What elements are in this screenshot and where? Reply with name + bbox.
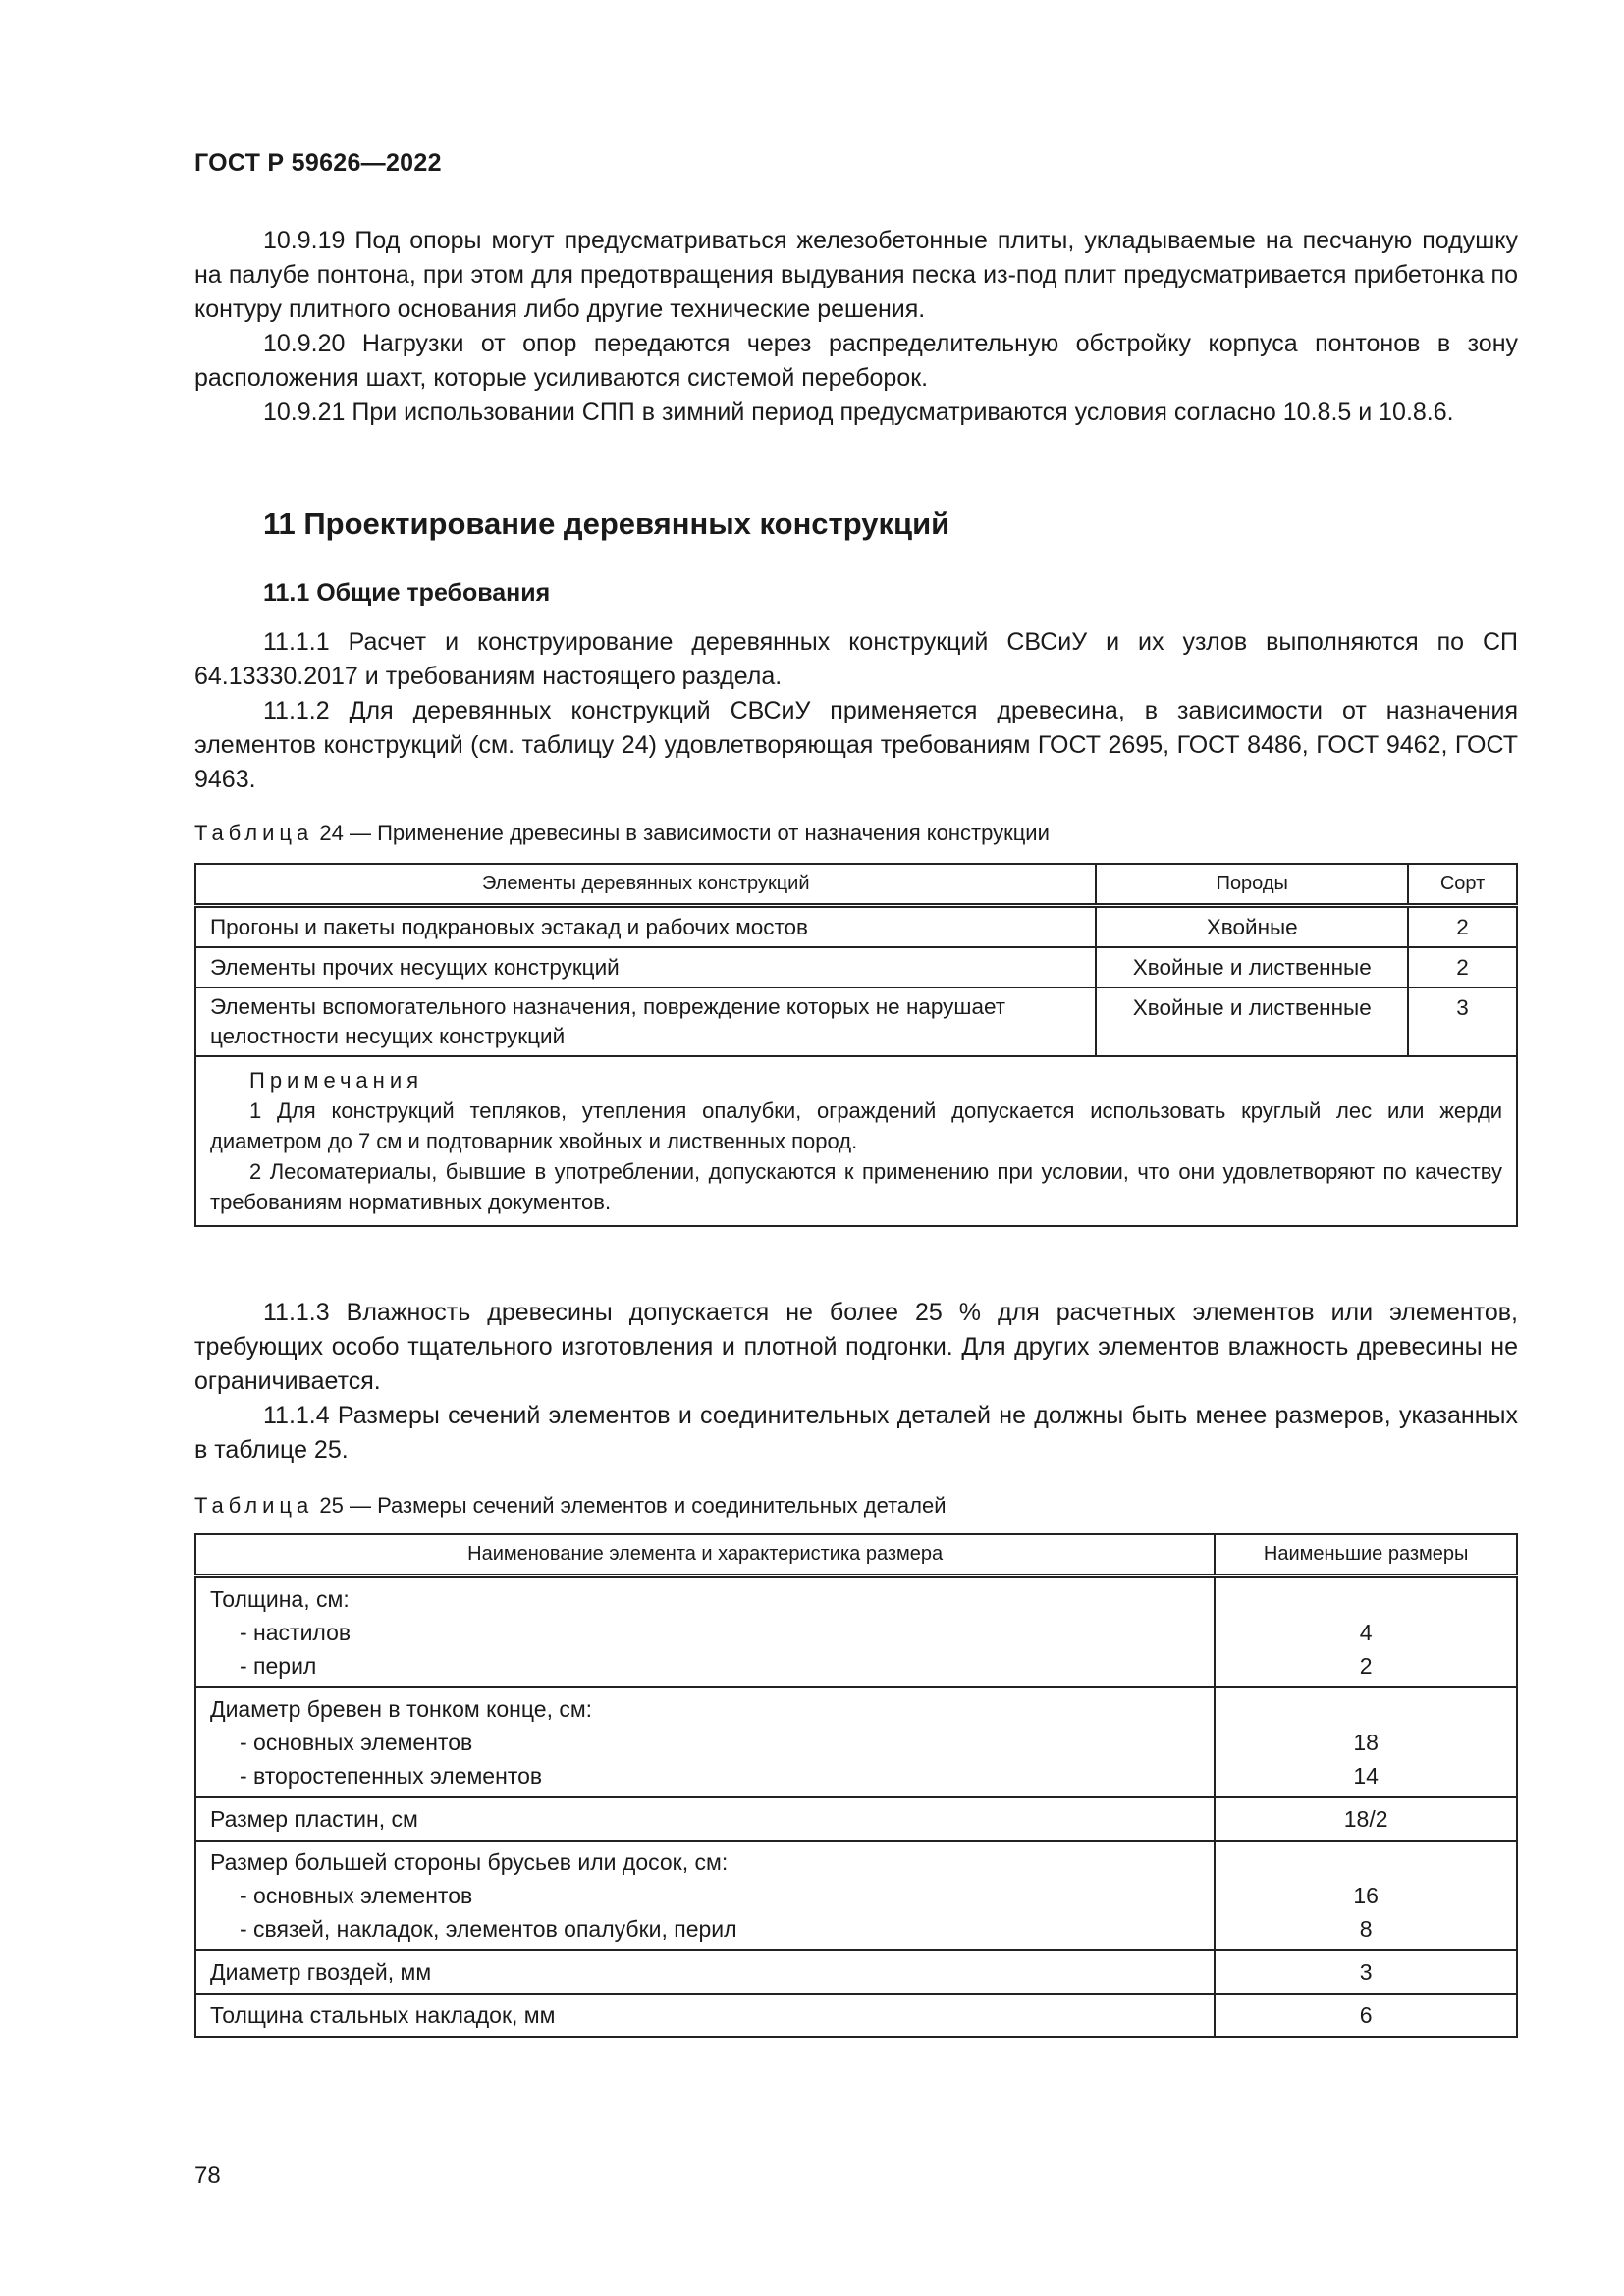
group-value: 16 [1353, 1883, 1379, 1908]
table24-cell: 3 [1408, 988, 1517, 1056]
group-item: - основных элементов [240, 1883, 473, 1908]
table25-cell [1215, 1576, 1517, 1688]
paragraph-11-1-2: 11.1.2 Для деревянных конструкций СВСиУ применяется древесина, в зависимости от назначения элементов конструкций (см. таблицу 24) удовлетворяющая требованиям ГОСТ 2695, ГОСТ 8486, ГОСТ 9462, ГОСТ 9463. [194, 697, 1518, 793]
table25-cell: 3 [1215, 1950, 1517, 1994]
table25-cell: Диаметр гвоздей, мм [195, 1950, 1215, 1994]
paragraph-10-9-19: 10.9.19 Под опоры могут предусматриваться железобетонные плиты, укладываемые на песчаную подушку на палубе понтона, при этом для предотвращения выдувания песка из-под плит предусматривается прибетонка по контуру плитного основания либо другие технические решения. [194, 227, 1518, 323]
paragraph-11-1-1: 11.1.1 Расчет и конструирование деревянных конструкций СВСиУ и их узлов выполняются по СП 64.13330.2017 и требованиям настоящего раздела. [194, 628, 1518, 690]
section-title: 11 Проектирование деревянных конструкций [263, 507, 950, 541]
table24-cell: Хвойные и лиственные [1096, 947, 1408, 988]
group-title: Толщина, см: [210, 1586, 350, 1612]
table25-cell: 18/2 [1215, 1797, 1517, 1841]
table25-cell [195, 1576, 1215, 1688]
group-value: 4 [1359, 1620, 1373, 1645]
table24-header-grade: Сорт [1408, 864, 1517, 906]
note-2: 2 Лесоматериалы, бывшие в употреблении, допускаются к применению при условии, что они удовлетворяют по качеству требованиям нормативных документов. [210, 1159, 1502, 1214]
table25-header-row [195, 1534, 1517, 1576]
group-item: - перил [240, 1653, 317, 1679]
table-row [195, 1841, 1517, 1950]
document-header: ГОСТ Р 59626—2022 [194, 149, 442, 177]
group-item: - связей, накладок, элементов опалубки, перил [240, 1916, 737, 1942]
paragraph-11-1-4: 11.1.4 Размеры сечений элементов и соединительных деталей не должны быть менее размеров, указанных в таблице 25. [194, 1402, 1518, 1464]
table24-header-elements: Элементы деревянных конструкций [195, 864, 1096, 906]
table-24 [194, 863, 1518, 1227]
notes-title: Примечания [249, 1068, 424, 1093]
table-row [195, 1994, 1517, 2037]
group-value: 18 [1353, 1730, 1379, 1755]
paragraph-10-9-21: 10.9.21 При использовании СПП в зимний период предусматриваются условия согласно 10.8.5 и 10.8.6. [263, 399, 1454, 426]
group-value: 14 [1353, 1763, 1379, 1789]
table25-caption-text: 25 — Размеры сечений элементов и соединительных деталей [319, 1493, 947, 1518]
group-item: - второстепенных элементов [240, 1763, 543, 1789]
table-row [195, 947, 1517, 988]
group-title: Размер большей стороны брусьев или досок, см: [210, 1849, 729, 1875]
paragraphs-bottom [194, 1296, 1518, 1468]
table25-cell [1215, 1687, 1517, 1797]
table-row [195, 906, 1517, 948]
note-1: 1 Для конструкций тепляков, утепления опалубки, ограждений допускается использовать круглый лес или жерди диаметром до 7 см и подтоварник хвойных и лиственных пород. [210, 1098, 1502, 1153]
table24-cell: Элементы прочих несущих конструкций [195, 947, 1096, 988]
table24-cell: 2 [1408, 947, 1517, 988]
table24-cell: Хвойные [1096, 906, 1408, 948]
table24-cell: Прогоны и пакеты подкрановых эстакад и рабочих мостов [195, 906, 1096, 948]
group-value: 8 [1359, 1916, 1373, 1942]
table25-caption-word: Таблица [194, 1493, 314, 1518]
table-row [195, 988, 1517, 1056]
table24-notes [195, 1056, 1517, 1226]
table-row [195, 1797, 1517, 1841]
table24-caption-text: 24 — Применение древесины в зависимости от назначения конструкции [319, 821, 1050, 845]
table24-header-species: Породы [1096, 864, 1408, 906]
table-row [195, 1687, 1517, 1797]
table-row [195, 1576, 1517, 1688]
table25-header-element: Наименование элемента и характеристика размера [195, 1534, 1215, 1576]
table24-caption-word: Таблица [194, 821, 314, 845]
table25-cell [195, 1687, 1215, 1797]
paragraph-10-9-20: 10.9.20 Нагрузки от опор передаются через распределительную обстройку корпуса понтонов в зону расположения шахт, которые усиливаются системой переборок. [194, 330, 1518, 392]
paragraph-11-1-3: 11.1.3 Влажность древесины допускается не более 25 % для расчетных элементов или элементов, требующих особо тщательного изготовления и плотной подгонки. Для других элементов влажность древесины не ограничивается. [194, 1299, 1518, 1395]
table25-cell [195, 1841, 1215, 1950]
table25-cell: Размер пластин, см [195, 1797, 1215, 1841]
table25-cell [1215, 1841, 1517, 1950]
table25-cell: Толщина стальных накладок, мм [195, 1994, 1215, 2037]
table24-cell: 2 [1408, 906, 1517, 948]
subsection-title: 11.1 Общие требования [263, 579, 551, 607]
table25-caption [194, 1493, 947, 1519]
page-number: 78 [194, 2163, 221, 2189]
table24-header-row [195, 864, 1517, 906]
table-row [195, 1950, 1517, 1994]
group-item: - настилов [240, 1620, 352, 1645]
group-title: Диаметр бревен в тонком конце, см: [210, 1696, 593, 1722]
table25-cell: 6 [1215, 1994, 1517, 2037]
table24-caption [194, 821, 1050, 846]
table24-notes-row [195, 1056, 1517, 1226]
table25-header-min-size: Наименьшие размеры [1215, 1534, 1517, 1576]
table24-cell: Хвойные и лиственные [1096, 988, 1408, 1056]
group-item: - основных элементов [240, 1730, 473, 1755]
paragraphs-top [194, 224, 1518, 430]
table-25 [194, 1533, 1518, 2038]
table24-cell: Элементы вспомогательного назначения, повреждение которых не нарушает целостности несущих конструкций [195, 988, 1096, 1056]
paragraphs-mid [194, 625, 1518, 797]
group-value: 2 [1359, 1653, 1373, 1679]
